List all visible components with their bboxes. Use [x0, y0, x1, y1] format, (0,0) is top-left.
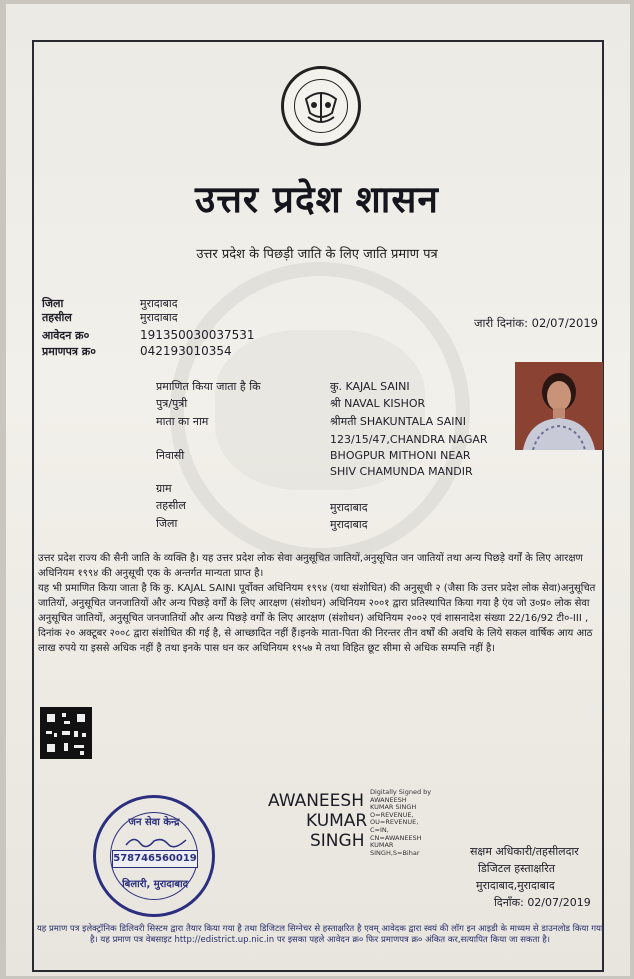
resident-label: निवासी [156, 449, 185, 462]
qr-code [40, 707, 92, 759]
address-line-3: SHIV CHAMUNDA MANDIR [330, 465, 473, 478]
dsig-line: KUMAR [370, 841, 394, 850]
officer-date-label: दिनाँक: [494, 896, 524, 909]
up-state-emblem [281, 66, 361, 146]
dsig-line: KUMAR SINGH [370, 803, 417, 812]
applicant-name: कु. KAJAL SAINI [330, 380, 410, 393]
district-value-2: मुरादाबाद [330, 518, 368, 531]
parent-label: पुत्र/पुत्री [156, 397, 188, 410]
dsig-line: CN=AWANEESH [370, 833, 422, 842]
mother-label: माता का नाम [156, 415, 209, 428]
jan-seva-kendra-seal [93, 795, 215, 917]
certify-label: प्रमाणित किया जाता है कि [156, 380, 261, 393]
certificate-subtitle: उत्तर प्रदेश के पिछड़ी जाति के लिए जाति प्रमाण पत्र [196, 247, 438, 262]
address-line-1: 123/15/47,CHANDRA NAGAR [330, 433, 488, 446]
district-label-2: जिला [156, 517, 178, 530]
officer-designation: सक्षम अधिकारी/तहसीलदार [470, 845, 579, 858]
signer-last-name: SINGH [310, 831, 365, 851]
certificate-body [38, 551, 604, 656]
signer-first-name: AWANEESH [268, 791, 364, 811]
applicant-photo [515, 362, 603, 450]
district-value: मुरादाबाद [140, 297, 178, 310]
issue-date-value: 02/07/2019 [531, 316, 598, 330]
tehsil-label: तहसील [42, 311, 72, 324]
digital-signature-details [370, 789, 431, 857]
seal-signature [124, 834, 188, 848]
village-label: ग्राम [156, 482, 172, 495]
certificate-number: 042193010354 [140, 344, 232, 358]
issue-date-label: जारी दिनांक: [474, 316, 529, 330]
tehsil-value-2: मुरादाबाद [330, 501, 368, 514]
tehsil-label-2: तहसील [156, 499, 186, 512]
district-label: जिला [42, 297, 64, 310]
page-title: उत्तर प्रदेश शासन [195, 177, 439, 221]
seal-number: 578746560019 [112, 850, 198, 868]
issue-date [474, 317, 598, 330]
parent-name: श्री NAVAL KISHOR [330, 397, 426, 410]
dsig-line: OU=REVENUE, [370, 818, 419, 827]
digitally-signed-label: डिजिटल हस्ताक्षरित [478, 862, 555, 875]
body-paragraph-1: उत्तर प्रदेश राज्य की सैनी जाति के व्यक्ति है। यह उत्तर प्रदेश लोक सेवा अनुसूचित जातियों,अनुसूचित जन जातियों तथा अन्य पिछड़े वर्गों के लिए आरक्षण अधिनियम १९९४ की अनुसूची एक के अन्तर्गत मान्यता प्राप्त है। [38, 553, 583, 579]
dsig-line: SINGH,S=Bihar [370, 848, 420, 857]
signer-middle-name: KUMAR [306, 811, 368, 831]
body-paragraph-2: यह भी प्रमाणित किया जाता है कि कु. KAJAL SAINI पूर्वोक्त अधिनियम १९९४ (यथा संशोधित) की अनुसूची २ (जैसा कि उत्तर प्रदेश लोक सेवा)अनुसूचित जातियों, अनुसूचित जनजातियों और अन्य पिछड़े वर्गों के लिए आरक्षण (संशोधन) अधिनियम २००१ द्वारा प्रतिस्थापित किया गया है एंव जो उ०प्र० लोक सेवा अनुसूचित जातियों, अनुसूचित जनजातियों और अन्य पिछड़े वर्गों के लिए आरक्षण (संशोधन) अधिनियम २००२ एवं शासनादेश संख्या 22/16/92 टी०-III , दिनांक २० अक्टूबर २००८ द्वारा संशोधित की गई है, से आच्छादित नहीं हैं।इनके माता-पिता की निरन्तर तीन वर्षों की अवधि के लिये सकल वार्षिक आय आठ लाख रुपये या इससे अधिक नहीं है तथा इनके पास धन कर अधिनियम १९५७ मे तथा विहित छूट सीमा से अधिक सम्पत्ति नहीं है। [38, 583, 596, 654]
officer-date-value: 02/07/2019 [527, 896, 591, 909]
dsig-line: C=IN, [370, 825, 389, 834]
dsig-line: O=REVENUE, [370, 810, 414, 819]
dsig-line: AWANEESH [370, 795, 407, 804]
seal-top-text: जन सेवा केन्द्र [128, 817, 180, 828]
address-line-2: BHOGPUR MITHONI NEAR [330, 449, 471, 462]
officer-block [470, 843, 591, 911]
seal-bottom-text: बिलारी, मुरादाबाद [122, 879, 188, 890]
tehsil-value: मुरादाबाद [140, 311, 178, 324]
application-number: 191350030037531 [140, 328, 255, 342]
application-label: आवेदन क्र० [42, 329, 90, 342]
officer-place: मुरादाबाद,मुरादाबाद [476, 879, 555, 892]
verification-footer: यह प्रमाण पत्र इलेक्ट्रॉनिक डिलिवरी सिस्टम द्वारा तैयार किया गया है तथा डिजिटल सिग्नेचर से हस्ताक्षरित है एवम् आवेदक द्वारा स्वयं की लॉग इन आइडी के माध्यम से डाउनलोड किया गया है। यह प्रमाण पत्र वेबसाइट http://edistrict.up.nic.in पर इसका पहले आवेदन क्र० फिर प्रमाणपत्र क्र० अंकित कर,सत्यापित किया जा सकता है। [36, 924, 604, 945]
certificate-number-label: प्रमाणपत्र क्र० [42, 345, 96, 358]
mother-name: श्रीमती SHAKUNTALA SAINI [330, 415, 467, 428]
dsig-line: Digitally Signed by [370, 788, 432, 796]
